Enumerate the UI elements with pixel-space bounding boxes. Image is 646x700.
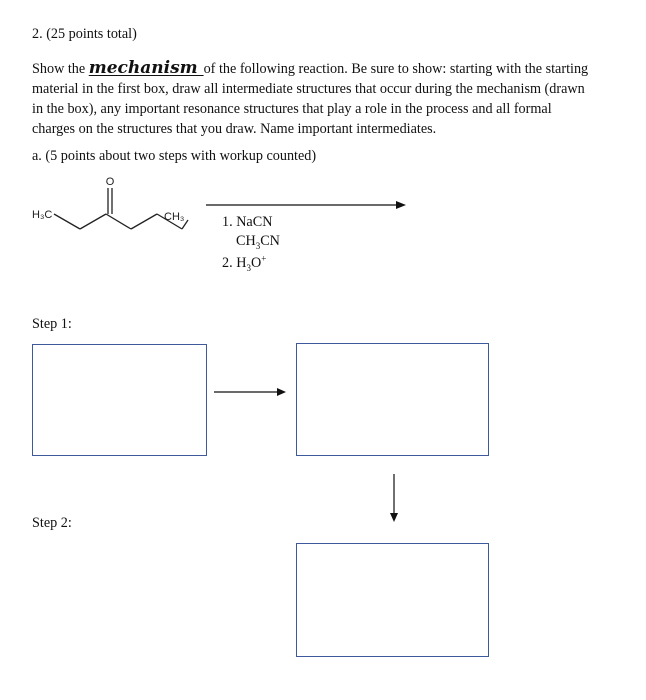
answer-box-intermediate[interactable] (296, 343, 489, 456)
step-2-label: Step 2: (32, 515, 72, 531)
methyl-left-label: H₃C (32, 209, 53, 221)
instructions-line-2: material in the first box, draw all intermediate structures that occur during the mechanism (drawn (32, 81, 585, 97)
bond-carbonyl-left (106, 214, 131, 229)
part-a-heading: a. (5 points about two steps with workup counted) (32, 148, 317, 164)
reaction-arrow (206, 198, 406, 212)
bond-ch2-left (80, 214, 106, 229)
instructions-line-1 (32, 58, 588, 79)
step-arrow-down (388, 474, 400, 522)
bond-carbonyl-right (131, 214, 157, 229)
bond-methyl-left (54, 214, 80, 229)
instructions-intro: Show the (32, 61, 89, 77)
reagent-hydronium: 2. $H_3O^+$ (222, 253, 267, 273)
question-title: 2. (25 points total) (32, 26, 137, 42)
reagent-nacn: 1. NaCN (222, 214, 273, 230)
instructions-paragraph (32, 58, 588, 139)
ketone-molecule (28, 168, 208, 238)
instructions-line1-rest: of the following reaction. Be sure to show: starting with the starting (203, 61, 589, 77)
instructions-line-4: charges on the structures that you draw. Name important intermediates. (32, 121, 437, 137)
answer-box-product[interactable] (296, 543, 489, 657)
step-arrow-right (214, 386, 286, 398)
step-1-label: Step 1: (32, 316, 72, 332)
reagent-solvent: $CH_3CN$ (236, 233, 280, 251)
methyl-right-label: CH₃ (164, 211, 185, 223)
answer-box-starting-material[interactable] (32, 344, 207, 456)
mechanism-keyword: mechanism (88, 58, 204, 78)
instructions-line-3: in the box), any important resonance structures that play a role in the process and all formal (32, 101, 552, 117)
carbonyl-oxygen-label: O (105, 176, 115, 188)
